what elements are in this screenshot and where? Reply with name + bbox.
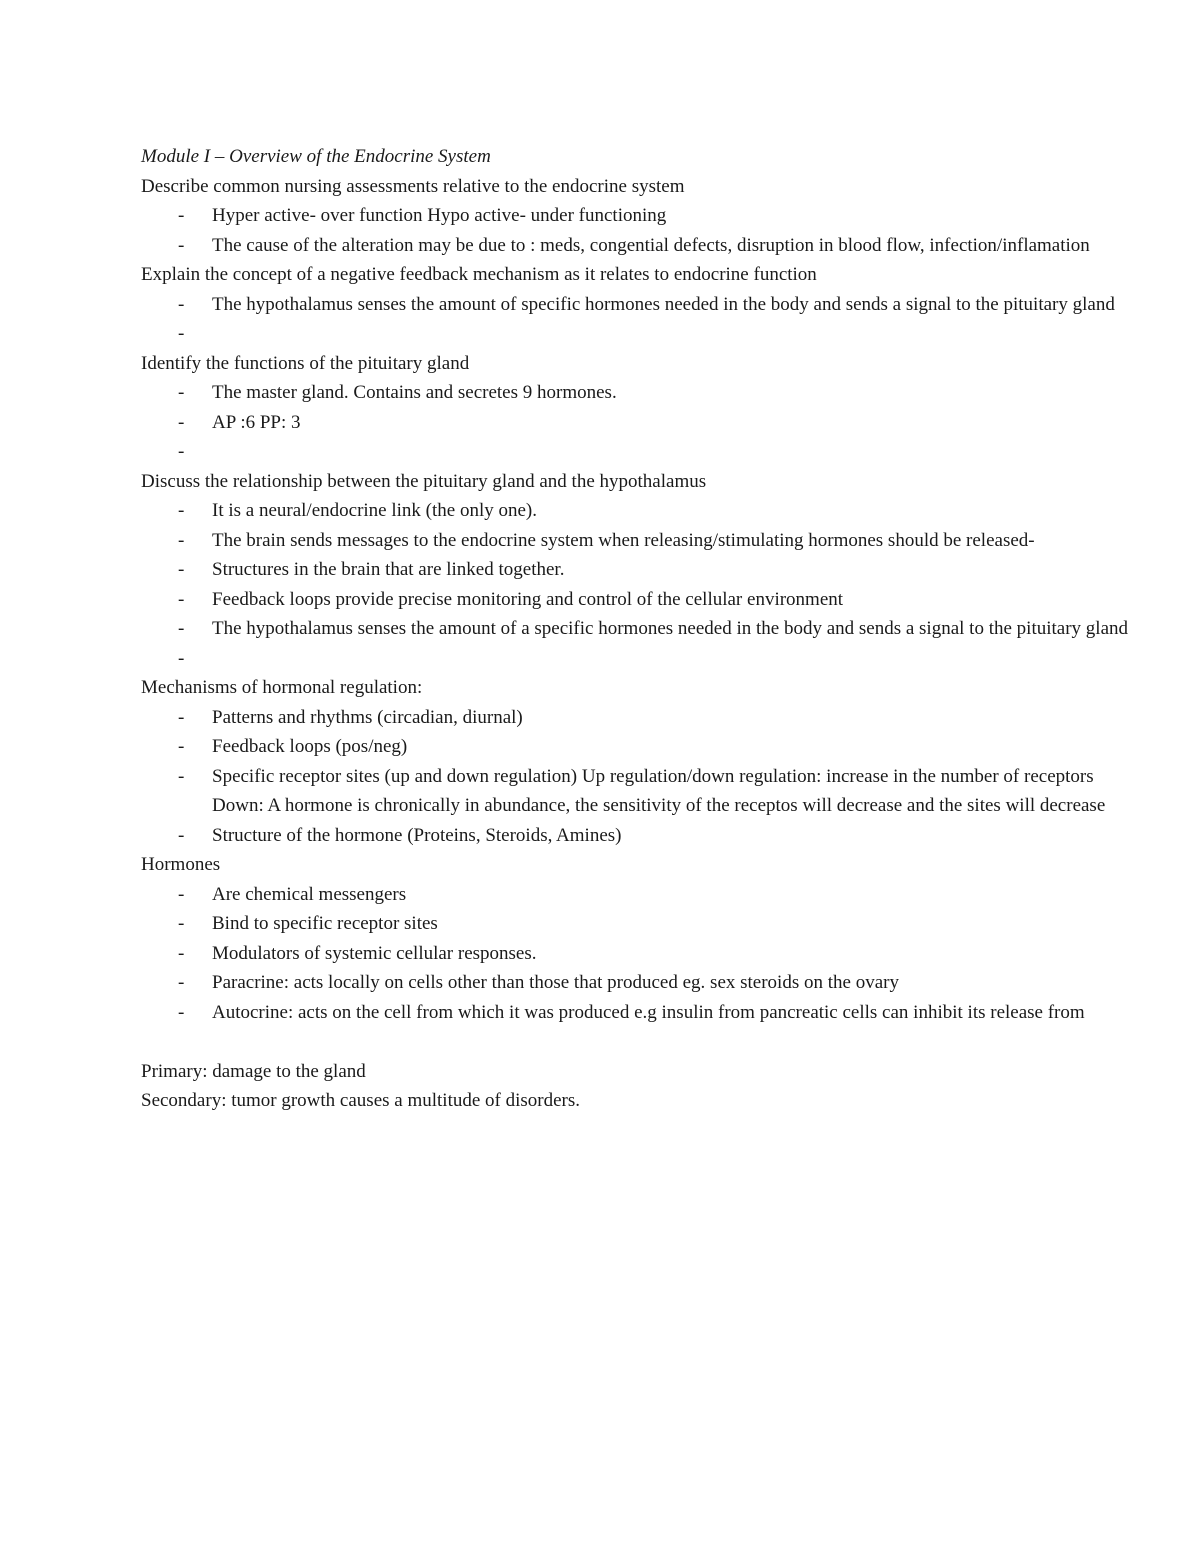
list-item [141, 201, 1200, 231]
dash-marker: - [178, 234, 185, 256]
footer-line-secondary: Secondary: tumor growth causes a multitude of disorders. [141, 1090, 581, 1111]
list-item [141, 644, 1200, 674]
list-item [141, 732, 1200, 762]
dash-marker: - [178, 441, 185, 462]
list-item-text: Feedback loops (pos/neg) [212, 736, 408, 757]
dash-marker: - [178, 205, 185, 226]
dash-marker: - [178, 972, 185, 993]
list-item [141, 703, 1200, 733]
dash-marker: - [178, 411, 185, 433]
list-item [141, 319, 1200, 349]
list-item [141, 968, 1200, 998]
dash-marker: - [178, 588, 185, 610]
list-item-text: Hyper active- over function Hypo active- under functioning [212, 205, 667, 226]
list-item-text: Are chemical messengers [212, 883, 407, 905]
list-item-text: Bind to specific receptor sites [212, 913, 438, 934]
list-item [141, 998, 1200, 1028]
dash-marker: - [178, 618, 185, 639]
list-item-text: The master gland. Contains and secretes 9 hormones. [212, 382, 617, 403]
list-item-text: The hypothalamus senses the amount of specific hormones needed in the body and sends a signal to the pituitary gland [212, 293, 1115, 315]
list-item-text: Patterns and rhythms (circadian, diurnal) [212, 706, 523, 728]
dash-marker: - [178, 293, 185, 315]
dash-marker: - [178, 559, 185, 580]
dash-marker: - [178, 706, 185, 728]
section-heading: Explain the concept of a negative feedback mechanism as it relates to endocrine function [141, 264, 817, 285]
section-heading: Describe common nursing assessments relative to the endocrine system [141, 175, 685, 197]
dash-marker: - [178, 647, 185, 669]
list-item-text: Specific receptor sites (up and down regulation) Up regulation/down regulation: increase in the number of receptors [212, 765, 1094, 787]
list-item [141, 526, 1200, 556]
list-item [141, 821, 1200, 851]
list-item [141, 290, 1200, 320]
list-item-text: Structure of the hormone (Proteins, Steroids, Amines) [212, 824, 622, 846]
section-heading: Identify the functions of the pituitary gland [141, 352, 470, 374]
list-item [141, 231, 1200, 261]
list-item-text: Feedback loops provide precise monitoring and control of the cellular environment [212, 588, 844, 610]
list-item-text: Modulators of systemic cellular responses. [212, 942, 537, 964]
list-item-text: Autocrine: acts on the cell from which it was produced e.g insulin from pancreatic cells can inhibit its release from [212, 1001, 1085, 1023]
list-item [141, 437, 1200, 467]
dash-marker: - [178, 913, 185, 934]
dash-marker: - [178, 323, 185, 344]
list-item [141, 880, 1200, 910]
footer-line-primary: Primary: damage to the gland [141, 1060, 366, 1082]
list-item [141, 585, 1200, 615]
dash-marker: - [178, 883, 185, 905]
dash-marker: - [178, 529, 185, 551]
dash-marker: - [178, 736, 185, 757]
dash-marker: - [178, 942, 185, 964]
document-body [141, 142, 1200, 1116]
document-title: Module I – Overview of the Endocrine System [141, 146, 491, 167]
section-heading: Hormones [141, 854, 221, 875]
dash-marker: - [178, 765, 185, 787]
dash-marker: - [178, 1001, 185, 1023]
list-item [141, 614, 1200, 644]
dash-marker: - [178, 500, 185, 521]
list-item-text: Paracrine: acts locally on cells other than those that produced eg. sex steroids on the ovary [212, 972, 899, 993]
list-item-text: It is a neural/endocrine link (the only one). [212, 500, 538, 521]
list-item [141, 939, 1200, 969]
list-item-text: Structures in the brain that are linked together. [212, 559, 565, 580]
list-item [141, 408, 1200, 438]
list-item [141, 378, 1200, 408]
section-heading: Mechanisms of hormonal regulation: [141, 677, 423, 698]
list-item-text: AP :6 PP: 3 [212, 411, 301, 433]
blank-line [141, 1027, 1200, 1057]
dash-marker: - [178, 824, 185, 846]
list-item-text: The brain sends messages to the endocrine system when releasing/stimulating hormones should be released- [212, 529, 1035, 551]
list-item [141, 555, 1200, 585]
dash-marker: - [178, 382, 185, 403]
list-item [141, 909, 1200, 939]
list-item-continuation: Down: A hormone is chronically in abundance, the sensitivity of the receptos will decrease and the sites will decrease [212, 795, 1106, 816]
list-item-text: The hypothalamus senses the amount of a specific hormones needed in the body and sends a signal to the pituitary gland [212, 618, 1128, 639]
section-heading: Discuss the relationship between the pituitary gland and the hypothalamus [141, 470, 707, 492]
list-item [141, 762, 1200, 792]
list-item-text: The cause of the alteration may be due to : meds, congential defects, disruption in blood flow, infection/inflamation [212, 234, 1090, 256]
list-item [141, 496, 1200, 526]
